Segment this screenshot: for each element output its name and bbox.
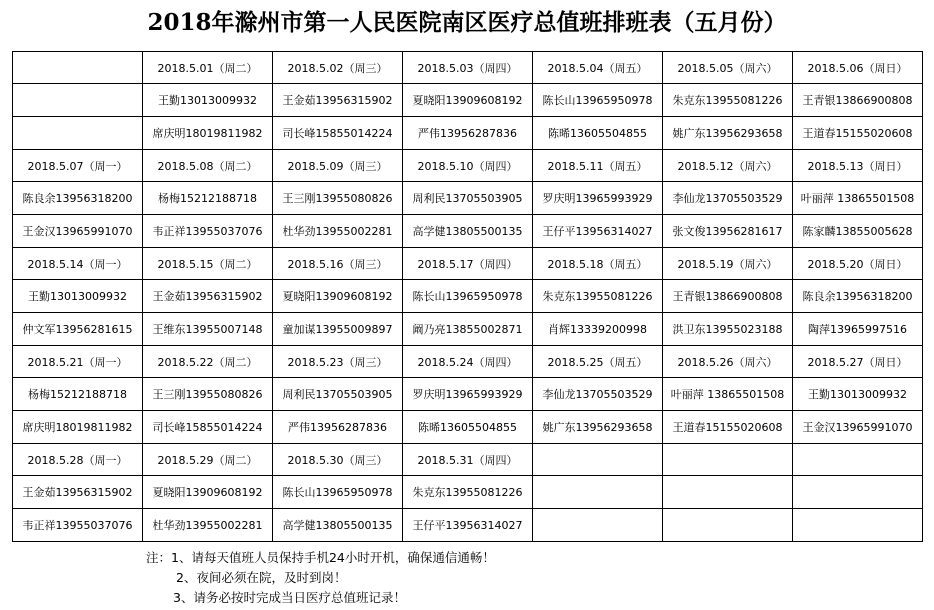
date-cell: 2018.5.17（周四） xyxy=(403,248,533,280)
duty-person-cell: 陈长山13965950978 xyxy=(273,476,403,509)
duty-person-cell: 朱克东13955081226 xyxy=(533,280,663,313)
table-row xyxy=(13,280,923,313)
duty-person-cell xyxy=(793,476,923,509)
table-row xyxy=(13,444,923,476)
table-row xyxy=(13,52,923,84)
duty-person-cell: 陈长山13965950978 xyxy=(533,84,663,117)
date-cell: 2018.5.07（周一） xyxy=(13,150,143,182)
date-cell xyxy=(533,444,663,476)
duty-person-cell: 陈晞13605504855 xyxy=(403,411,533,444)
duty-person-cell: 童加谋13955009897 xyxy=(273,313,403,346)
duty-person-cell: 韦正祥13955037076 xyxy=(143,215,273,248)
date-cell: 2018.5.27（周日） xyxy=(793,346,923,378)
duty-person-cell: 阚乃亮13855002871 xyxy=(403,313,533,346)
duty-person-cell: 陶萍13965997516 xyxy=(793,313,923,346)
duty-person-cell: 肖辉13339200998 xyxy=(533,313,663,346)
date-cell: 2018.5.16（周三） xyxy=(273,248,403,280)
table-row xyxy=(13,378,923,411)
date-cell: 2018.5.23（周三） xyxy=(273,346,403,378)
date-cell: 2018.5.04（周五） xyxy=(533,52,663,84)
duty-person-cell: 陈良余13956318200 xyxy=(793,280,923,313)
note-1: 注：1、请每天值班人员保持手机24小时开机，确保通信通畅！ xyxy=(146,550,495,565)
date-cell: 2018.5.05（周六） xyxy=(663,52,793,84)
duty-person-cell: 夏晓阳13909608192 xyxy=(273,280,403,313)
date-cell: 2018.5.10（周四） xyxy=(403,150,533,182)
date-cell: 2018.5.28（周一） xyxy=(13,444,143,476)
date-cell: 2018.5.29（周二） xyxy=(143,444,273,476)
date-cell: 2018.5.21（周一） xyxy=(13,346,143,378)
date-cell: 2018.5.31（周四） xyxy=(403,444,533,476)
duty-person-cell xyxy=(663,476,793,509)
duty-person-cell xyxy=(533,476,663,509)
date-cell: 2018.5.30（周三） xyxy=(273,444,403,476)
duty-person-cell: 叶丽萍 13865501508 xyxy=(663,378,793,411)
date-cell: 2018.5.14（周一） xyxy=(13,248,143,280)
duty-person-cell: 姚广东13956293658 xyxy=(663,117,793,150)
duty-person-cell: 陈家麟13855005628 xyxy=(793,215,923,248)
duty-person-cell: 夏晓阳13909608192 xyxy=(143,476,273,509)
table-row xyxy=(13,313,923,346)
date-cell: 2018.5.11（周五） xyxy=(533,150,663,182)
duty-person-cell xyxy=(13,84,143,117)
duty-person-cell: 严伟13956287836 xyxy=(273,411,403,444)
duty-person-cell: 王金汉13965991070 xyxy=(793,411,923,444)
duty-person-cell xyxy=(13,117,143,150)
duty-person-cell xyxy=(533,509,663,542)
table-row xyxy=(13,476,923,509)
duty-person-cell: 王道春15155020608 xyxy=(793,117,923,150)
table-row xyxy=(13,182,923,215)
duty-person-cell: 王勤13013009932 xyxy=(793,378,923,411)
duty-person-cell: 王勤13013009932 xyxy=(13,280,143,313)
date-cell: 2018.5.03（周四） xyxy=(403,52,533,84)
duty-person-cell xyxy=(663,509,793,542)
duty-person-cell: 朱克东13955081226 xyxy=(663,84,793,117)
duty-person-cell: 陈晞13605504855 xyxy=(533,117,663,150)
duty-person-cell: 王维东13955007148 xyxy=(143,313,273,346)
duty-person-cell: 王三刚13955080826 xyxy=(273,182,403,215)
duty-person-cell: 高学健13805500135 xyxy=(403,215,533,248)
table-row xyxy=(13,215,923,248)
duty-person-cell: 王三刚13955080826 xyxy=(143,378,273,411)
duty-person-cell: 席庆明18019811982 xyxy=(143,117,273,150)
date-cell: 2018.5.13（周日） xyxy=(793,150,923,182)
date-cell: 2018.5.15（周二） xyxy=(143,248,273,280)
duty-person-cell: 罗庆明13965993929 xyxy=(403,378,533,411)
duty-person-cell: 王金茹13956315902 xyxy=(273,84,403,117)
duty-person-cell: 罗庆明13965993929 xyxy=(533,182,663,215)
duty-person-cell: 高学健13805500135 xyxy=(273,509,403,542)
table-row xyxy=(13,117,923,150)
date-cell: 2018.5.01（周二） xyxy=(143,52,273,84)
duty-person-cell: 李仙龙13705503529 xyxy=(533,378,663,411)
page-title: 2018年滁州市第一人民医院南区医疗总值班排班表（五月份） xyxy=(147,9,787,36)
duty-person-cell: 司长峰15855014224 xyxy=(273,117,403,150)
duty-person-cell: 严伟13956287836 xyxy=(403,117,533,150)
duty-person-cell: 夏晓阳13909608192 xyxy=(403,84,533,117)
note-2: 2、夜间必须在院，及时到岗！ xyxy=(176,570,347,585)
table-row xyxy=(13,509,923,542)
table-row xyxy=(13,346,923,378)
date-cell: 2018.5.18（周五） xyxy=(533,248,663,280)
duty-person-cell: 姚广东13956293658 xyxy=(533,411,663,444)
date-cell xyxy=(663,444,793,476)
duty-person-cell: 叶丽萍 13865501508 xyxy=(793,182,923,215)
duty-person-cell: 韦正祥13955037076 xyxy=(13,509,143,542)
duty-person-cell: 王仔平13956314027 xyxy=(403,509,533,542)
date-cell xyxy=(13,52,143,84)
date-cell: 2018.5.19（周六） xyxy=(663,248,793,280)
duty-person-cell: 周利民13705503905 xyxy=(403,182,533,215)
duty-person-cell: 王金汉13965991070 xyxy=(13,215,143,248)
duty-person-cell: 杜华劲13955002281 xyxy=(143,509,273,542)
duty-person-cell: 王青银13866900808 xyxy=(793,84,923,117)
date-cell: 2018.5.08（周二） xyxy=(143,150,273,182)
duty-roster-table xyxy=(12,51,923,542)
duty-person-cell: 席庆明18019811982 xyxy=(13,411,143,444)
duty-person-cell: 洪卫东13955023188 xyxy=(663,313,793,346)
duty-person-cell: 杨梅15212188718 xyxy=(143,182,273,215)
note-3: 3、请务必按时完成当日医疗总值班记录！ xyxy=(173,590,406,605)
notes xyxy=(146,548,495,608)
duty-person-cell: 陈长山13965950978 xyxy=(403,280,533,313)
duty-person-cell: 王勤13013009932 xyxy=(143,84,273,117)
duty-person-cell: 王金茹13956315902 xyxy=(143,280,273,313)
date-cell: 2018.5.20（周日） xyxy=(793,248,923,280)
table-row xyxy=(13,84,923,117)
duty-person-cell: 陈良余13956318200 xyxy=(13,182,143,215)
table-row xyxy=(13,248,923,280)
duty-person-cell: 王仔平13956314027 xyxy=(533,215,663,248)
duty-person-cell: 司长峰15855014224 xyxy=(143,411,273,444)
duty-person-cell: 张文俊13956281617 xyxy=(663,215,793,248)
date-cell: 2018.5.06（周日） xyxy=(793,52,923,84)
date-cell: 2018.5.26（周六） xyxy=(663,346,793,378)
table-row xyxy=(13,150,923,182)
date-cell xyxy=(793,444,923,476)
date-cell: 2018.5.09（周三） xyxy=(273,150,403,182)
duty-person-cell: 朱克东13955081226 xyxy=(403,476,533,509)
duty-person-cell xyxy=(793,509,923,542)
duty-person-cell: 杨梅15212188718 xyxy=(13,378,143,411)
table-row xyxy=(13,411,923,444)
duty-person-cell: 李仙龙13705503529 xyxy=(663,182,793,215)
duty-person-cell: 王道春15155020608 xyxy=(663,411,793,444)
date-cell: 2018.5.12（周六） xyxy=(663,150,793,182)
duty-person-cell: 仲文军13956281615 xyxy=(13,313,143,346)
date-cell: 2018.5.02（周三） xyxy=(273,52,403,84)
duty-person-cell: 王青银13866900808 xyxy=(663,280,793,313)
date-cell: 2018.5.22（周二） xyxy=(143,346,273,378)
duty-person-cell: 杜华劲13955002281 xyxy=(273,215,403,248)
date-cell: 2018.5.25（周五） xyxy=(533,346,663,378)
duty-person-cell: 王金茹13956315902 xyxy=(13,476,143,509)
duty-person-cell: 周利民13705503905 xyxy=(273,378,403,411)
date-cell: 2018.5.24（周四） xyxy=(403,346,533,378)
